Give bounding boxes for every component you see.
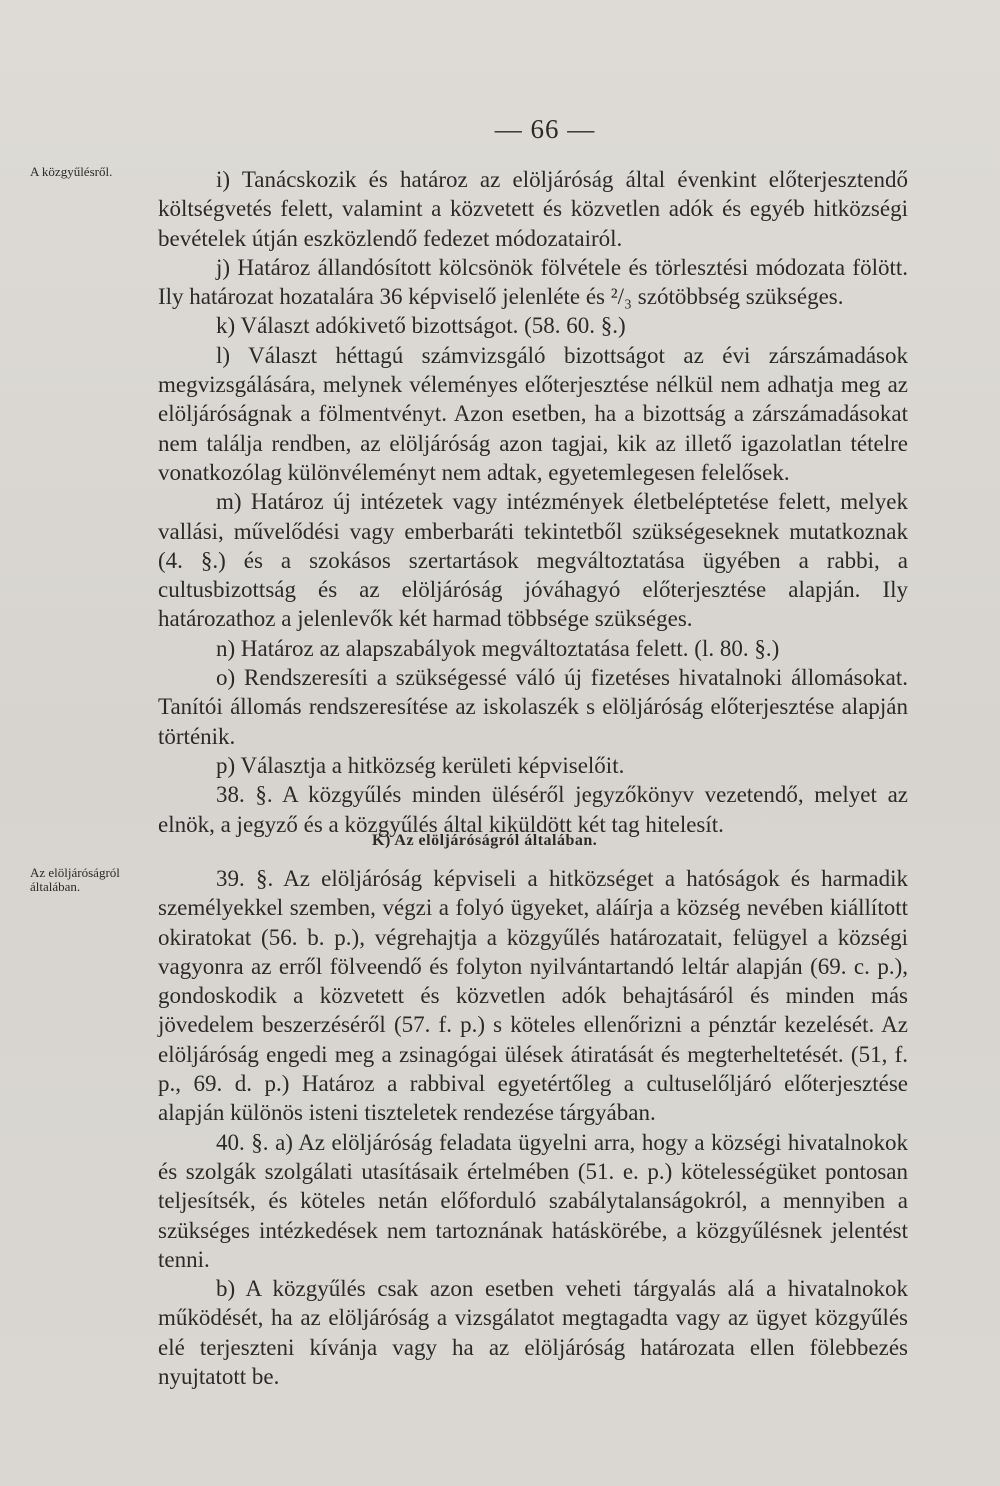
page-number: — 66 — bbox=[494, 114, 596, 144]
text-block-bottom bbox=[158, 864, 908, 1391]
paragraph-i: i) Tanácskozik és határoz az elöljáróság által évenkint előterjesztendő költségvetés felett, valamint a közvetett és közvetlen adók és egyéb hitközségi bevételek útján eszközlendő fedezet módozatairól. bbox=[158, 167, 908, 251]
paragraph-n: n) Határoz az alapszabályok megváltoztatása felett. (l. 80. §.) bbox=[216, 635, 780, 661]
paragraph-l: l) Választ héttagú számvizsgáló bizottságot az évi zárszámadások megvizsgálására, melynek véleményes előterjesztése nélkül nem adhatja meg az elöljáróságnak a fölmentvényt. Azon esetben, ha a bizottság a zárszámadásokat nem találja rendben, az elöljáróság azon tagjai, kik az illető igazolatlan tételre vonatkozólag különvéleményt nem adtak, egyetemlegesen felelősek. bbox=[158, 342, 908, 485]
section-heading: K) Az elöljáróságról általában. bbox=[372, 832, 598, 849]
paragraph-40b: b) A közgyűlés csak azon esetben veheti tárgyalás alá a hivatalnokok működését, ha az elöljáróság a vizsgálatot megtagadta vagy az ügyet közgyűlés elé terjeszteni kívánja vagy ha az elöljáróság határozata ellen fölebbezés nyujtatott be. bbox=[158, 1276, 908, 1390]
paragraph-j: j) Határoz állandósított kölcsönök fölvétele és törlesztési módozata fölött. Ily határozat hozatalára 36 képviselő jelenléte és ²/₃ szótöbbség szükséges. bbox=[158, 254, 908, 310]
paragraph-39: 39. §. Az elöljáróság képviseli a hitközséget a hatóságok és harmadik személyekkel szemben, végzi a folyó ügyeket, aláírja a község nevében kiállított okiratokat (56. b. p.), végrehajtja a közgyűlés határozatait, felügyel a községi vagyonra az erről fölveendő és folyton nyilvántartandó leltár alapján (69. c. p.), gondoskodik a közvetett és közvetlen adók behajtásáról és minden más jövedelem beszerzéséről (57. f. p.) s köteles ellenőrizni a pénztár kezelését. Az elöljáróság engedi meg a zsinagógai ülések átiratását és megterheltetését. (51, f. p., 69. d. p.) Határoz a rabbival egyetértőleg a cultuselőljáró előterjesztése alapján különös isteni tiszteletek rendezése tárgyában. bbox=[158, 866, 908, 1126]
paragraph-m: m) Határoz új intézetek vagy intézmények életbeléptetése felett, melyek vallási, művelődési vagy emberbaráti tekintetből szükségeseknek mutatkoznak (4. §.) és a szokásos szertartások megváltoztatása ügyében a rabbi, a cultusbizottság és az elöljáróság jóváhagyó előterjesztése alapján. Ily határozathoz a jelenlevők két harmad többsége szükséges. bbox=[158, 489, 908, 632]
paragraph-40a: 40. §. a) Az elöljáróság feladata ügyelni arra, hogy a községi hivatalnokok és szolgák szolgálati utasításaik értelmében (51. e. p.) kötelességüket pontosan teljesítsék, és köteles netán előforduló szabálytalanságokról, a mennyiben a szükséges intézkedések nem tartoznának hatáskörébe, a közgyűlésnek jelentést tenni. bbox=[158, 1129, 908, 1272]
text-block-top bbox=[158, 165, 908, 839]
margin-note-general-assembly: A közgyűlésről. bbox=[30, 164, 113, 179]
paragraph-o: o) Rendszeresíti a szükségessé váló új fizetéses hivatalnoki állomásokat. Tanítói állomás rendszeresítése az iskolaszék s elöljáróság előterjesztése alapján történik. bbox=[158, 665, 908, 749]
paragraph-p: p) Választja a hitközség kerületi képviselőit. bbox=[216, 752, 625, 778]
paragraph-k: k) Választ adókivető bizottságot. (58. 60. §.) bbox=[216, 313, 626, 339]
paragraph-38: 38. §. A közgyűlés minden üléséről jegyzőkönyv vezetendő, melyet az elnök, a jegyző és a közgyűlés által kiküldött két tag hitelesít. bbox=[158, 782, 908, 837]
margin-note-board: Az elöljáróságról általában. bbox=[30, 865, 120, 894]
